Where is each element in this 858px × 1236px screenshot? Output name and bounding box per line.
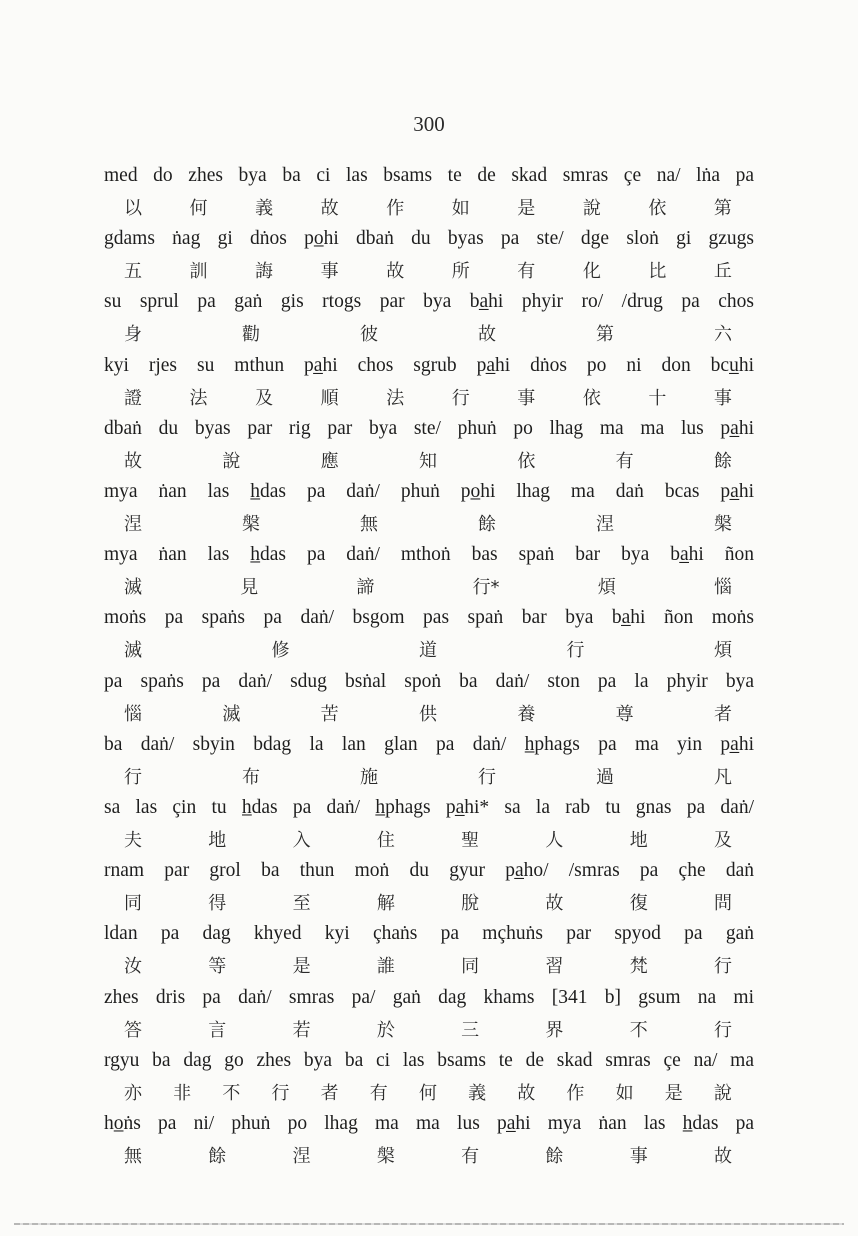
cjk-character: 行 — [451, 387, 470, 409]
cjk-character: 十 — [648, 387, 667, 409]
roman-line: ldan pa dag khyed kyi çhaṅs pa mçhuṅs par spyod pa gaṅ — [104, 923, 754, 945]
roman-line: gdams ṅag gi dṅos po̲hi dbaṅ du byas pa ste/ dge sloṅ gi gzugs — [104, 228, 754, 250]
roman-line: ba daṅ/ sbyin bdag la lan glan pa daṅ/ h̲phags pa ma yin pa̲hi — [104, 733, 754, 755]
cjk-character: 滅 — [124, 577, 142, 599]
cjk-character: 化 — [582, 261, 601, 283]
cjk-character: 涅 — [596, 514, 614, 535]
cjk-character: 三 — [461, 1019, 480, 1041]
cjk-character: 說 — [713, 1082, 732, 1104]
cjk-character: 依 — [648, 198, 667, 219]
cjk-character: 彼 — [360, 324, 378, 346]
roman-line: rnam par grol ba thun moṅ du gyur pa̲ho/ /smras pa çhe daṅ — [104, 860, 754, 882]
cjk-character: 義 — [468, 1082, 487, 1104]
cjk-character: 涅 — [124, 514, 142, 535]
roman-line: mya ṅan las h̲das pa daṅ/ phuṅ po̲hi lhag ma daṅ bcas pa̲hi — [104, 481, 754, 502]
cjk-character: 證 — [124, 387, 142, 409]
cjk-character: 依 — [582, 387, 601, 409]
cjk-character: 故 — [124, 450, 142, 472]
cjk-character: 如 — [451, 198, 470, 219]
cjk-character: 法 — [386, 387, 405, 409]
cjk-character: 復 — [629, 893, 648, 915]
cjk-character: 過 — [596, 766, 614, 788]
cjk-character: 以 — [124, 198, 142, 219]
cjk-character: 言 — [208, 1019, 227, 1041]
cjk-character: 地 — [629, 830, 648, 851]
cjk-character: 槃 — [376, 1146, 395, 1167]
cjk-character: 布 — [242, 766, 260, 788]
cjk-gloss-line — [124, 766, 732, 790]
cjk-character: 見 — [240, 577, 259, 599]
cjk-character: 施 — [360, 766, 378, 788]
cjk-character: 得 — [208, 893, 227, 915]
cjk-character: 故 — [386, 261, 405, 283]
roman-line: sa las çin tu h̲das pa daṅ/ h̲phags pa̲hi* sa la rab tu gnas pa daṅ/ — [104, 797, 754, 818]
cjk-character: 行 — [713, 956, 732, 978]
cjk-character: 說 — [582, 198, 601, 219]
cjk-gloss-line — [124, 639, 732, 663]
cjk-character: 同 — [461, 956, 480, 978]
cjk-character: 事 — [713, 387, 732, 409]
cjk-character: 事 — [629, 1146, 648, 1167]
cjk-character: 非 — [173, 1082, 192, 1104]
cjk-character: 問 — [713, 893, 732, 915]
cjk-character: 第 — [713, 198, 732, 219]
roman-line: ho̲ṅs pa ni/ phuṅ po lhag ma ma lus pa̲hi mya ṅan las h̲das pa — [104, 1113, 754, 1134]
roman-line: rgyu ba dag go zhes bya ba ci las bsams te de skad smras çe na/ ma — [104, 1049, 754, 1071]
cjk-character: 煩 — [714, 640, 732, 662]
cjk-gloss-line — [124, 955, 732, 979]
cjk-character: 惱 — [713, 577, 732, 599]
cjk-character: 苦 — [320, 703, 339, 725]
page-number: 300 — [413, 112, 445, 136]
cjk-character: 何 — [189, 198, 208, 219]
cjk-character: 順 — [320, 387, 339, 409]
cjk-character: 無 — [124, 1146, 142, 1167]
cjk-character: 同 — [124, 893, 142, 915]
roman-line: med do zhes bya ba ci las bsams te de skad smras çe na/ lṅa pa — [104, 165, 754, 186]
cjk-gloss-line — [124, 197, 732, 221]
cjk-character: 法 — [189, 387, 208, 409]
cjk-character: 尊 — [615, 703, 634, 725]
cjk-character: 不 — [629, 1019, 648, 1041]
cjk-character: 習 — [545, 956, 564, 978]
cjk-character: 滅 — [222, 703, 241, 725]
cjk-character: 於 — [376, 1019, 395, 1041]
cjk-character: 知 — [418, 450, 437, 472]
cjk-character: 及 — [713, 830, 732, 851]
cjk-character: 作 — [566, 1082, 585, 1104]
cjk-character: 事 — [320, 261, 339, 283]
cjk-character: 修 — [271, 640, 290, 662]
cjk-character: 所 — [451, 261, 470, 283]
cjk-character: 滅 — [124, 640, 142, 662]
cjk-gloss-line — [124, 323, 732, 347]
cjk-character: 行 — [713, 1019, 732, 1041]
cjk-character: 故 — [517, 1082, 536, 1104]
cjk-character: 供 — [418, 703, 437, 725]
cjk-character: 惱 — [124, 703, 142, 725]
cjk-character: 界 — [545, 1019, 564, 1041]
cjk-character: 比 — [648, 261, 667, 283]
bottom-rule — [14, 1223, 844, 1225]
cjk-character: 故 — [478, 324, 496, 346]
cjk-character: 入 — [292, 830, 311, 851]
cjk-character: 涅 — [292, 1146, 311, 1167]
cjk-character: 訓 — [189, 261, 208, 283]
cjk-character: 養 — [517, 703, 536, 725]
cjk-character: 有 — [461, 1146, 480, 1167]
cjk-character: 行 — [566, 640, 585, 662]
cjk-character: 解 — [376, 893, 395, 915]
cjk-character: 勸 — [242, 324, 260, 346]
cjk-character: 道 — [419, 640, 437, 662]
roman-line: kyi rjes su mthun pa̲hi chos sgrub pa̲hi dṅos po ni don bcu̲hi — [104, 354, 754, 376]
cjk-character: 作 — [386, 198, 405, 219]
cjk-character: 丘 — [713, 261, 732, 283]
cjk-gloss-line — [124, 513, 732, 537]
cjk-character: 餘 — [478, 514, 496, 535]
cjk-gloss-line — [124, 1019, 732, 1043]
cjk-character: 應 — [320, 450, 339, 472]
cjk-character: 不 — [222, 1082, 241, 1104]
cjk-character: 故 — [545, 893, 564, 915]
cjk-character: 行 — [271, 1082, 290, 1104]
cjk-character: 行 — [478, 766, 496, 788]
cjk-character: 依 — [517, 450, 536, 472]
cjk-character: 聖 — [461, 830, 480, 851]
cjk-character: 汝 — [124, 956, 142, 978]
cjk-character: 五 — [124, 261, 142, 283]
cjk-character: 是 — [292, 956, 311, 978]
cjk-gloss-line — [124, 576, 732, 600]
roman-line: dbaṅ du byas par rig par bya ste/ phuṅ po lhag ma ma lus pa̲hi — [104, 417, 754, 439]
cjk-gloss-line — [124, 387, 732, 411]
cjk-character: 脫 — [461, 893, 480, 915]
cjk-character: 梵 — [629, 956, 648, 978]
cjk-gloss-line — [124, 260, 732, 284]
cjk-character: 者 — [713, 703, 732, 725]
cjk-character: 槃 — [242, 514, 260, 535]
cjk-character: 行* — [472, 577, 500, 599]
cjk-character: 是 — [664, 1082, 683, 1104]
cjk-character: 說 — [222, 450, 241, 472]
cjk-character: 人 — [545, 830, 564, 851]
cjk-character: 有 — [615, 450, 634, 472]
cjk-character: 餘 — [208, 1146, 227, 1167]
cjk-character: 住 — [376, 830, 395, 851]
cjk-character: 故 — [713, 1146, 732, 1167]
cjk-character: 誨 — [255, 261, 274, 283]
roman-line: pa spaṅs pa daṅ/ sdug bsṅal spoṅ ba daṅ/ ston pa la phyir bya — [104, 670, 754, 692]
roman-line: su sprul pa gaṅ gis rtogs par bya ba̲hi phyir ro/ /drug pa chos — [104, 291, 754, 313]
cjk-character: 誰 — [376, 956, 395, 978]
cjk-character: 餘 — [545, 1146, 564, 1167]
cjk-gloss-line — [124, 1145, 732, 1169]
cjk-character: 諦 — [356, 577, 375, 599]
cjk-character: 是 — [517, 198, 536, 219]
cjk-character: 等 — [208, 956, 227, 978]
roman-line: zhes dris pa daṅ/ smras pa/ gaṅ dag khams [341 b] gsum na mi — [104, 986, 754, 1008]
cjk-character: 地 — [208, 830, 227, 851]
cjk-character: 至 — [292, 893, 311, 915]
cjk-character: 及 — [255, 387, 274, 409]
cjk-character: 有 — [369, 1082, 388, 1104]
cjk-character: 答 — [124, 1019, 142, 1041]
roman-line: moṅs pa spaṅs pa daṅ/ bsgom pas spaṅ bar bya ba̲hi ñon moṅs — [104, 607, 754, 629]
cjk-character: 身 — [124, 324, 142, 346]
cjk-character: 故 — [320, 198, 339, 219]
cjk-character: 第 — [596, 324, 614, 346]
cjk-gloss-line — [124, 892, 732, 916]
cjk-gloss-line — [124, 703, 732, 727]
cjk-gloss-line — [124, 1082, 732, 1106]
cjk-character: 煩 — [597, 577, 616, 599]
cjk-character: 行 — [124, 766, 142, 788]
cjk-character: 事 — [517, 387, 536, 409]
roman-line: mya ṅan las h̲das pa daṅ/ mthoṅ bas spaṅ bar bya ba̲hi ñon — [104, 544, 754, 566]
cjk-character: 六 — [714, 324, 732, 346]
cjk-character: 槃 — [714, 514, 732, 535]
cjk-character: 餘 — [713, 450, 732, 472]
cjk-gloss-line — [124, 829, 732, 853]
cjk-character: 若 — [292, 1019, 311, 1041]
cjk-character: 無 — [360, 514, 378, 535]
cjk-character: 者 — [320, 1082, 339, 1104]
cjk-character: 義 — [255, 198, 274, 219]
cjk-gloss-line — [124, 450, 732, 474]
cjk-character: 如 — [615, 1082, 634, 1104]
cjk-character: 亦 — [124, 1082, 142, 1104]
cjk-character: 有 — [517, 261, 536, 283]
cjk-character: 凡 — [714, 766, 732, 788]
cjk-character: 何 — [418, 1082, 437, 1104]
cjk-character: 夫 — [124, 830, 142, 851]
